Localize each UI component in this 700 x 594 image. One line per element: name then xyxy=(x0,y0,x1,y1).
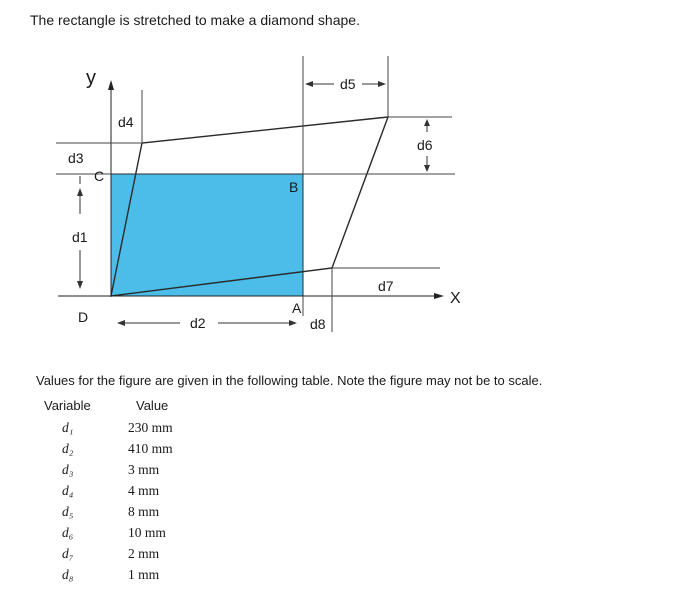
d6-arrowhead-down xyxy=(424,165,430,172)
variable-cell: d₄ xyxy=(62,482,74,498)
x-axis-label: X xyxy=(450,290,461,307)
value-cell: 230 mm xyxy=(128,419,173,435)
value-cell: 3 mm xyxy=(128,461,160,477)
d6-arrowhead-up xyxy=(424,119,430,126)
value-cell: 8 mm xyxy=(128,503,160,519)
y-axis-label: y xyxy=(86,67,96,89)
table-row xyxy=(44,501,173,522)
variable-cell: d₇ xyxy=(62,545,74,561)
variable-cell: d₈ xyxy=(62,566,74,582)
d2-label: d2 xyxy=(190,315,206,331)
value-column-header: Value xyxy=(136,397,169,413)
table-note: Values for the figure are given in the following table. Note the figure may not be to scale. xyxy=(36,373,543,388)
x-axis-arrowhead xyxy=(434,293,444,299)
d5-label: d5 xyxy=(340,76,356,92)
value-cell: 2 mm xyxy=(128,545,160,561)
table-row xyxy=(44,480,173,501)
table-row xyxy=(44,543,173,564)
table-row xyxy=(44,417,173,438)
d7-label: d7 xyxy=(378,278,394,294)
value-cell: 10 mm xyxy=(128,524,166,540)
d4-label: d4 xyxy=(118,114,134,130)
d6-label: d6 xyxy=(417,137,433,153)
problem-statement: The rectangle is stretched to make a diamond shape. xyxy=(30,12,360,28)
variable-cell: d₁ xyxy=(62,419,74,435)
variable-cell: d₆ xyxy=(62,524,74,540)
values-table xyxy=(44,397,173,585)
d1-arrowhead-up xyxy=(77,188,83,196)
d1-arrowhead-down xyxy=(77,281,83,289)
point-d-label: D xyxy=(78,309,89,325)
table-row xyxy=(44,564,173,585)
y-axis-arrowhead xyxy=(108,80,114,90)
d1-label: d1 xyxy=(72,229,88,245)
d5-arrowhead-right xyxy=(378,81,386,87)
variable-cell: d₃ xyxy=(62,461,74,477)
original-rectangle xyxy=(111,174,303,296)
d2-arrowhead-left xyxy=(117,320,125,326)
table-header-row xyxy=(44,397,173,417)
d5-arrowhead-left xyxy=(305,81,313,87)
table-row xyxy=(44,459,173,480)
value-cell: 410 mm xyxy=(128,440,173,456)
point-a-label: A xyxy=(292,300,302,316)
d8-label: d8 xyxy=(310,316,326,332)
variable-cell: d₂ xyxy=(62,440,74,456)
point-b-label: B xyxy=(289,179,299,195)
table-row xyxy=(44,522,173,543)
d2-arrowhead-right xyxy=(289,320,297,326)
point-c-label: C xyxy=(94,168,105,184)
d3-label: d3 xyxy=(68,150,84,166)
variable-cell: d₅ xyxy=(62,503,74,519)
value-cell: 1 mm xyxy=(128,566,160,582)
variable-column-header: Variable xyxy=(44,397,91,413)
value-cell: 4 mm xyxy=(128,482,160,498)
table-row xyxy=(44,438,173,459)
